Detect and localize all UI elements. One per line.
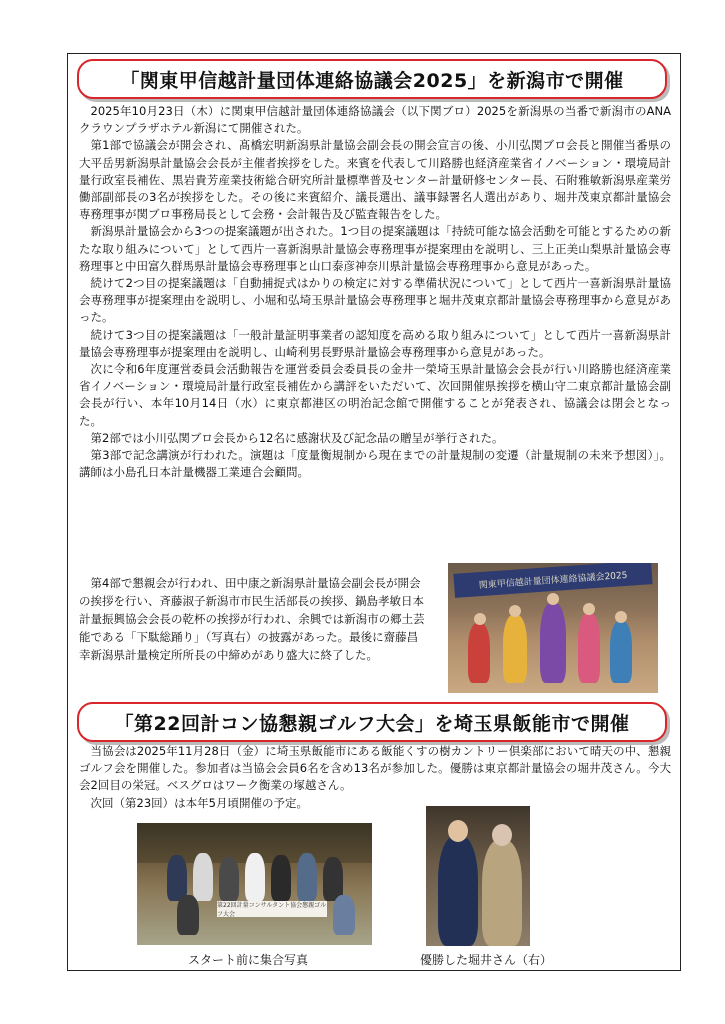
dancer-head [615,611,627,623]
dancer-head [547,593,559,605]
section1-wrap-text [79,574,429,664]
golfer-figure [193,853,213,901]
dancer-head [474,613,486,625]
person-figure [438,836,478,946]
golfer-figure [219,857,239,901]
paragraph: 次回（第23回）は本年5月頃開催の予定。 [90,795,308,810]
person-figure [482,840,522,946]
golfer-figure [333,895,355,935]
dancer-figure [578,613,600,683]
paragraph: 次に令和6年度運営委員会活動報告を運営委員会委員長の金井一榮埼玉県計量協会会長が行い川路勝也経済産業省イノベーション・環境局計量行政室長補佐から講評をいただいて、次回開催県挨拶を横山守二東京都計量協会副会長が行い、本年10月14日（水）に東京都港区の明治記念館で開催することが発表され、協議会は閉会となった。 [79,362,671,428]
paragraph: 2025年10月23日（木）に関東甲信越計量団体連絡協議会（以下関ブロ）2025を新潟県の当番で新潟市のANAクラウンプラザホテル新潟にて開催された。 [79,104,671,136]
winner-photo [426,806,530,946]
golfer-figure [271,855,291,901]
dance-performance-photo [448,563,658,693]
section1-body [79,103,671,481]
event-signboard: 関東甲信越計量団体連絡協議会2025 [453,563,652,598]
section2-body [79,743,671,812]
golfer-figure [177,895,199,935]
dancer-figure [610,621,632,683]
paragraph: 当協会は2025年11月28日（金）に埼玉県飯能市にある飯能くすの樹カントリー倶楽部において晴天の中、懇親ゴルフ会を開催した。参加者は当協会会員6名を含め13名が参加した。優勝は東京都計量協会の堀井茂さん。今大会2回目の栄冠。ベスグロはワーク衡業の塚越さん。 [79,744,671,793]
paragraph: 続けて2つ目の提案議題は「自動捕捉式はかりの検定に対する準備状況について」として西片一喜新潟県計量協会専務理事が提案理由を説明し、小堀和弘埼玉県計量協会専務理事と堀井茂東京都計量協会専務理事から意見があった。 [79,276,671,325]
paragraph: 第3部で記念講演が行われた。演題は「度量衡規制から現在までの計量規制の変遷（計量規制の未来予想図）」。講師は小島孔日本計量機器工業連合会顧問。 [79,448,671,480]
dancer-figure [468,623,490,683]
section1-title: 「関東甲信越計量団体連絡協議会2025」を新潟市で開催 [77,59,667,99]
paragraph: 第2部では小川弘関ブロ会長から12名に感謝状及び記念品の贈呈が挙行された。 [90,430,504,445]
paragraph: 新潟県計量協会から3つの提案議題が出された。1つ目の提案議題は「持続可能な協会活動を可能とするための新たな取り組みについて」として西片一喜新潟県計量協会専務理事が提案理由を説明し、三上正美山梨県計量協会専務理事と中田富久群馬県計量協会専務理事と山口泰彦神奈川県計量協会専務理事から意見があった。 [79,224,671,273]
paragraph: 続けて3つ目の提案議題は「一般計量証明事業者の認知度を高める取り組みについて」として西片一喜新潟県計量協会専務理事が提案理由を説明し、山崎利男長野県計量協会専務理事から意見があった。 [79,327,671,359]
person-head [492,824,512,846]
paragraph: 第4部で懇親会が行われ、田中康之新潟県計量協会副会長が開会の挨拶を行い、斉藤淑子新潟市市民生活部長の挨拶、鍋島孝敏日本計量振興協会会長の乾杯の挨拶が行われ、余興では新潟市の郷土芸能である「下駄総踊り」（写真右）の披露があった。最後に齋藤昌幸新潟県計量検定所所長の中締めがあり盛大に終了した。 [79,576,425,662]
group-banner: 第22回計量コンサルタント協会懇親ゴルフ大会 [217,902,327,918]
photo-caption-left: スタート前に集合写真 [188,953,309,967]
group-photo [137,823,372,945]
golfer-figure [297,853,317,901]
dancer-head [583,603,595,615]
paragraph: 第1部で協議会が開会され、髙橋宏明新潟県計量協会副会長の開会宣言の後、小川弘関ブロ会長と開催当番県の大平岳男新潟県計量協会会長が主催者挨拶をした。来賓を代表して川路勝也経済産業省イノベーション・環境局計量行政室長補佐、黒岩貴芳産業技術総合研究所計量標準普及センター計量研修センター長、石附雅敏新潟県産業労働部副部長の3名が挨拶をした。その後に来賓紹介、議長選出、議事録署名人選出があり、堀井茂東京都計量協会専務理事が関ブロ事務局長として会務・会計報告及び監査報告をした。 [79,138,671,222]
dancer-figure [540,603,566,683]
photo-caption-right: 優勝した堀井さん（右） [420,953,553,967]
person-head [448,820,468,842]
dancer-figure [503,615,527,683]
golfer-figure [245,853,265,901]
dancer-head [509,605,521,617]
section2-title: 「第22回計コン協懇親ゴルフ大会」を埼玉県飯能市で開催 [77,702,667,742]
